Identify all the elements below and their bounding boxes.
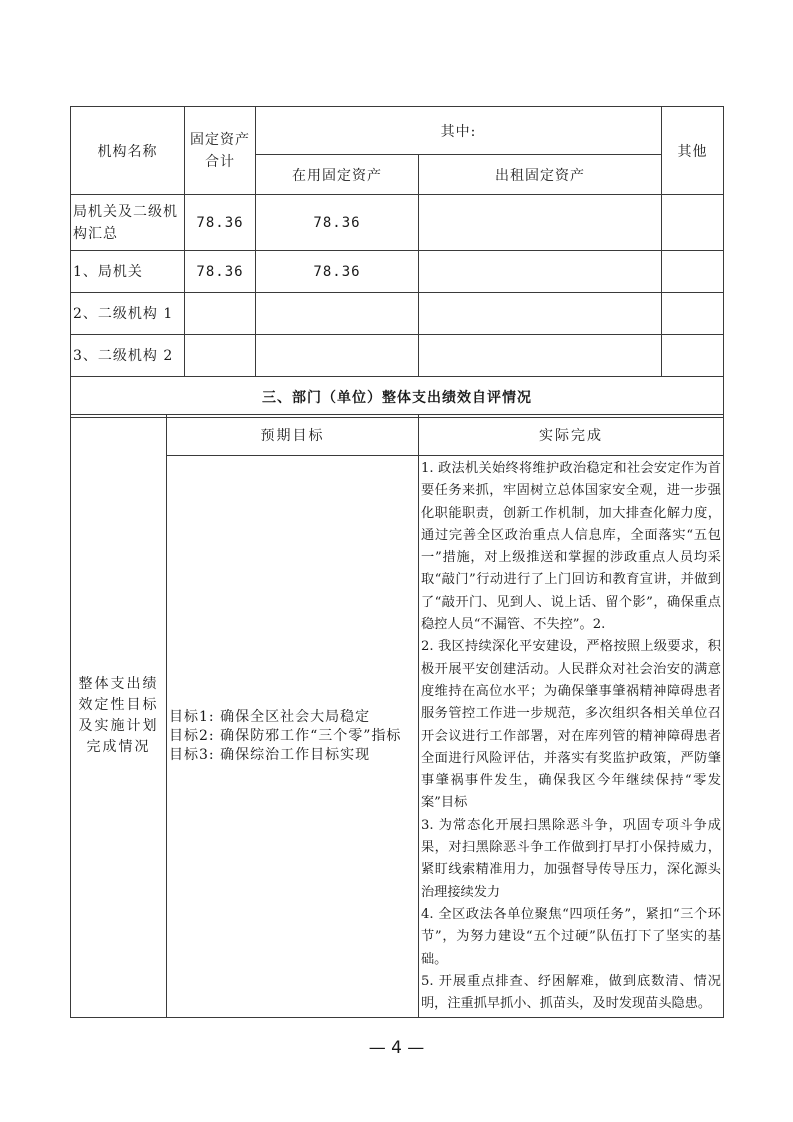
org-name-cell: 3、二级机构 2: [71, 335, 185, 377]
org-name-cell: 1、局机关: [71, 251, 185, 293]
rented-cell: [419, 251, 662, 293]
goal-item: 目标3: 确保综治工作目标实现: [169, 747, 371, 764]
performance-row-label: 整体支出绩效定性目标及实施计划完成情况: [71, 415, 167, 1018]
header-actual-completion: 实际完成: [419, 415, 724, 456]
table-row: [71, 195, 724, 251]
header-of-which: 其中:: [256, 107, 662, 155]
performance-table: [70, 414, 724, 1018]
in-use-cell: 78.36: [256, 251, 419, 293]
rented-cell: [419, 335, 662, 377]
header-total-assets: 固定资产合计: [185, 107, 256, 195]
in-use-cell: [256, 293, 419, 335]
org-name-cell: 局机关及二级机构汇总: [71, 195, 185, 251]
in-use-cell: 78.36: [256, 195, 419, 251]
actual-item: 4. 全区政法各单位聚焦“四项任务”，紧扣“三个环节”，为努力建设“五个过硬”队伍打下了坚实的基础。: [421, 906, 721, 967]
rented-cell: [419, 293, 662, 335]
actual-item: 2. 我区持续深化平安建设，严格按照上级要求，积极开展平安创建活动。人民群众对社会治安的满意度维持在高位水平；为确保肇事肇祸精神障碍患者服务管控工作进一步规范，多次组织各相关单位召开会议进行工作部署，对在库列管的精神障碍患者全面进行风险评估，并落实有奖监护政策，严防肇事肇祸事件发生，确保我区今年继续保持“零发案”目标: [421, 639, 721, 811]
total-cell: [185, 293, 256, 335]
other-cell: [662, 251, 724, 293]
section-title: 三、部门（单位）整体支出绩效自评情况: [71, 377, 724, 418]
actual-item: 1. 政法机关始终将维护政治稳定和社会安定作为首要任务来抓，牢固树立总体国家安全观，进一步强化职能职责，创新工作机制，加大排查化解力度，通过完善全区政治重点人信息库，全面落实“五包一”措施，对上级推送和掌握的涉政重点人员均采取“敲门”行动进行了上门回访和教育宣讲，并做到了“敲开门、见到人、说上话、留个影”，确保重点稳控人员“不漏管、不失控”。2.: [421, 461, 721, 633]
table-row: [71, 335, 724, 377]
total-cell: [185, 335, 256, 377]
other-cell: [662, 195, 724, 251]
actual-item: 5. 开展重点排查、纾困解难，做到底数清、情况明，注重抓早抓小、抓苗头，及时发现苗头隐患。: [421, 973, 721, 1012]
header-expected-goals: 预期目标: [167, 415, 419, 456]
total-cell: 78.36: [185, 251, 256, 293]
header-in-use-assets: 在用固定资产: [256, 155, 419, 195]
goal-item: 目标2: 确保防邪工作“三个零”指标: [169, 728, 402, 745]
table-row: [71, 293, 724, 335]
actual-completion-cell: [419, 456, 724, 1018]
actual-item: 3. 为常态化开展扫黑除恶斗争，巩固专项斗争成果，对扫黑除恶斗争工作做到打早打小保持威力，紧盯线索精准用力，加强督导传导压力，深化源头治理接续发力: [421, 817, 721, 900]
header-rented-assets: 出租固定资产: [419, 155, 662, 195]
goal-item: 目标1: 确保全区社会大局稳定: [169, 709, 371, 726]
org-name-cell: 2、二级机构 1: [71, 293, 185, 335]
rented-cell: [419, 195, 662, 251]
header-org-name: 机构名称: [71, 107, 185, 195]
expected-goals-cell: [167, 456, 419, 1018]
page-number: — 4 —: [368, 1038, 425, 1058]
table-row: [71, 251, 724, 293]
other-cell: [662, 335, 724, 377]
total-cell: 78.36: [185, 195, 256, 251]
fixed-assets-table: [70, 106, 724, 418]
header-other: 其他: [662, 107, 724, 195]
in-use-cell: [256, 335, 419, 377]
other-cell: [662, 293, 724, 335]
